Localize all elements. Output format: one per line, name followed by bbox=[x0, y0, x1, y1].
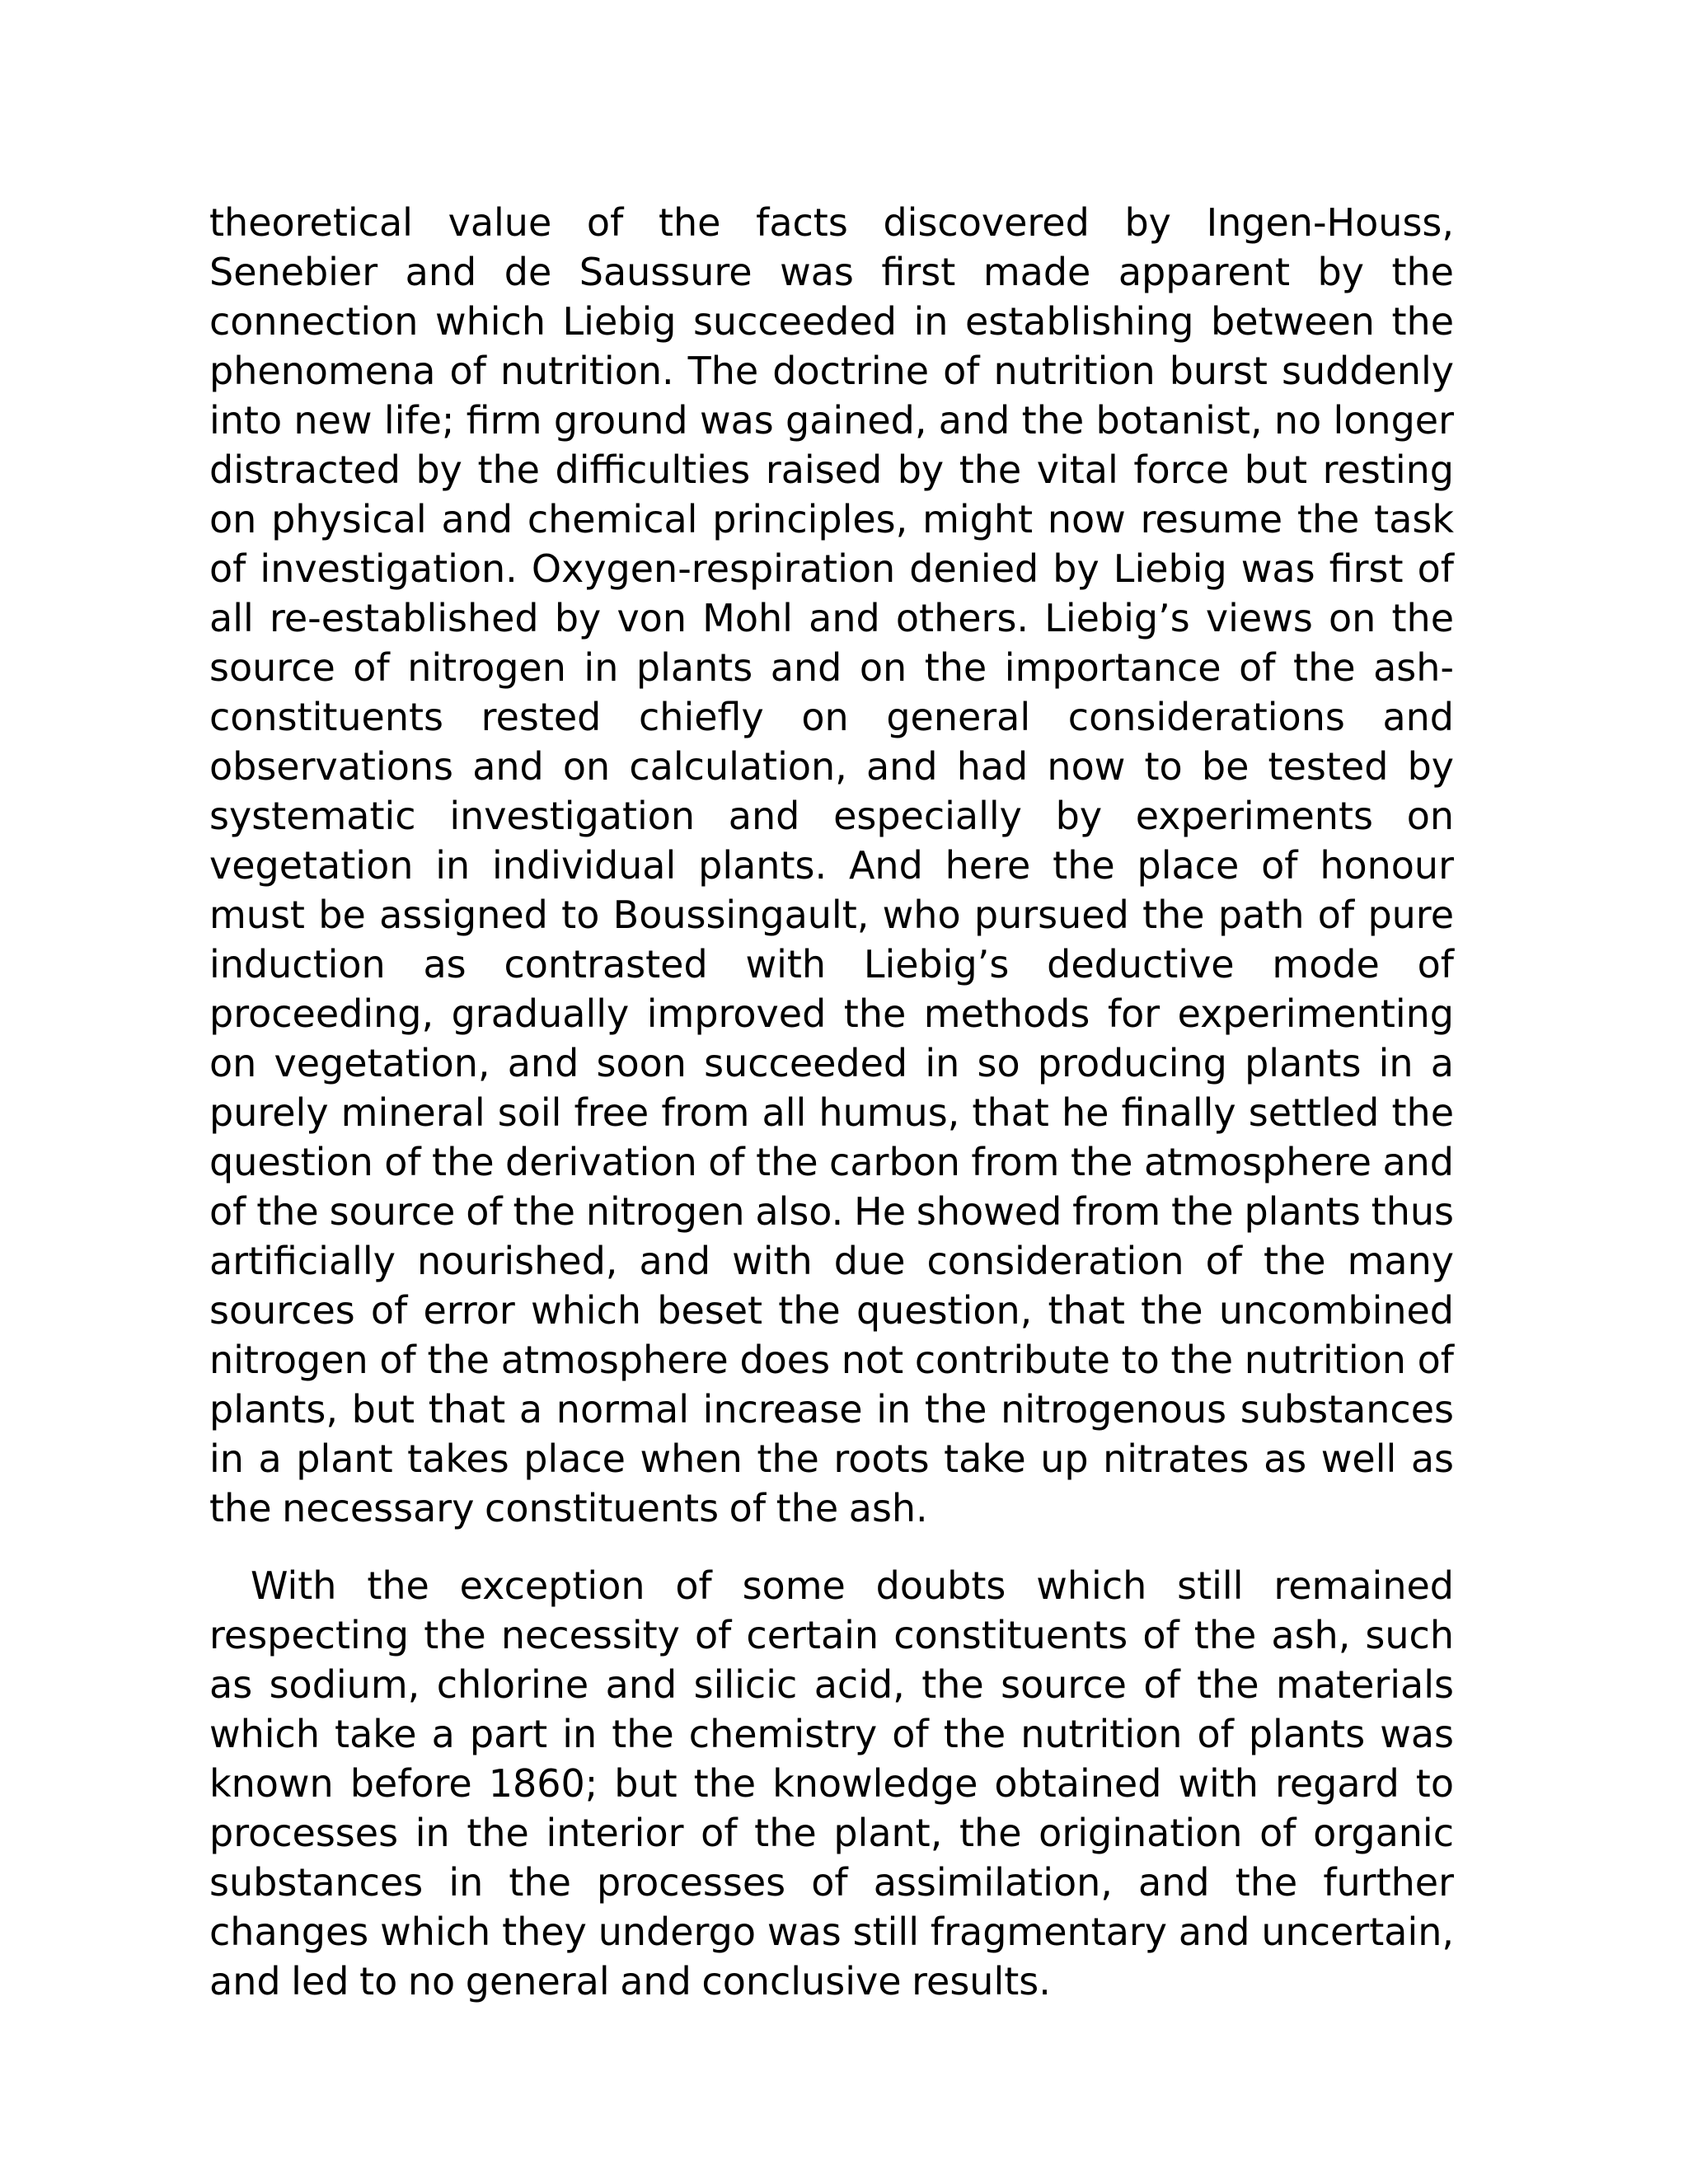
paragraph-1: theoretical value of the facts discovered by Ingen-Houss, Senebier and de Saussure was first made apparent by the connection which Liebig succeeded in establishing between the phenomena of nutrition. The doctrine of nutrition burst suddenly into new life; firm ground was gained, and the botanist, no longer distracted by the difficulties raised by the vital force but resting on physical and chemical principles, might now resume the task of investigation. Oxygen-respiration denied by Liebig was first of all re-established by von Mohl and others. Liebig’s views on the source of nitrogen in plants and on the importance of the ash-constituents rested chiefly on general considerations and observations and on calculation, and had now to be tested by systematic investigation and especially by experiments on vegetation in individual plants. And here the place of honour must be assigned to Boussingault, who pursued the path of pure induction as contrasted with Liebig’s deductive mode of proceeding, gradually improved the methods for experimenting on vegetation, and soon succeeded in so producing plants in a purely mineral soil free from all humus, that he finally settled the question of the derivation of the carbon from the atmosphere and of the source of the nitrogen also. He showed from the plants thus artificially nourished, and with due consideration of the many sources of error which beset the question, that the uncombined nitrogen of the atmosphere does not contribute to the nutrition of plants, but that a normal increase in the nitrogenous substances in a plant takes place when the roots take up nitrates as well as the necessary constituents of the ash. bbox=[209, 200, 1454, 1530]
paragraph-2: With the exception of some doubts which still remained respecting the necessity of certain constituents of the ash, such as sodium, chlorine and silicic acid, the source of the materials which take a part in the chemistry of the nutrition of plants was known before 1860; but the knowledge obtained with regard to processes in the interior of the plant, the origination of organic substances in the processes of assimilation, and the further changes which they undergo was still fragmentary and uncertain, and led to no general and conclusive results. bbox=[209, 1563, 1454, 2004]
document-page bbox=[209, 198, 1454, 2006]
